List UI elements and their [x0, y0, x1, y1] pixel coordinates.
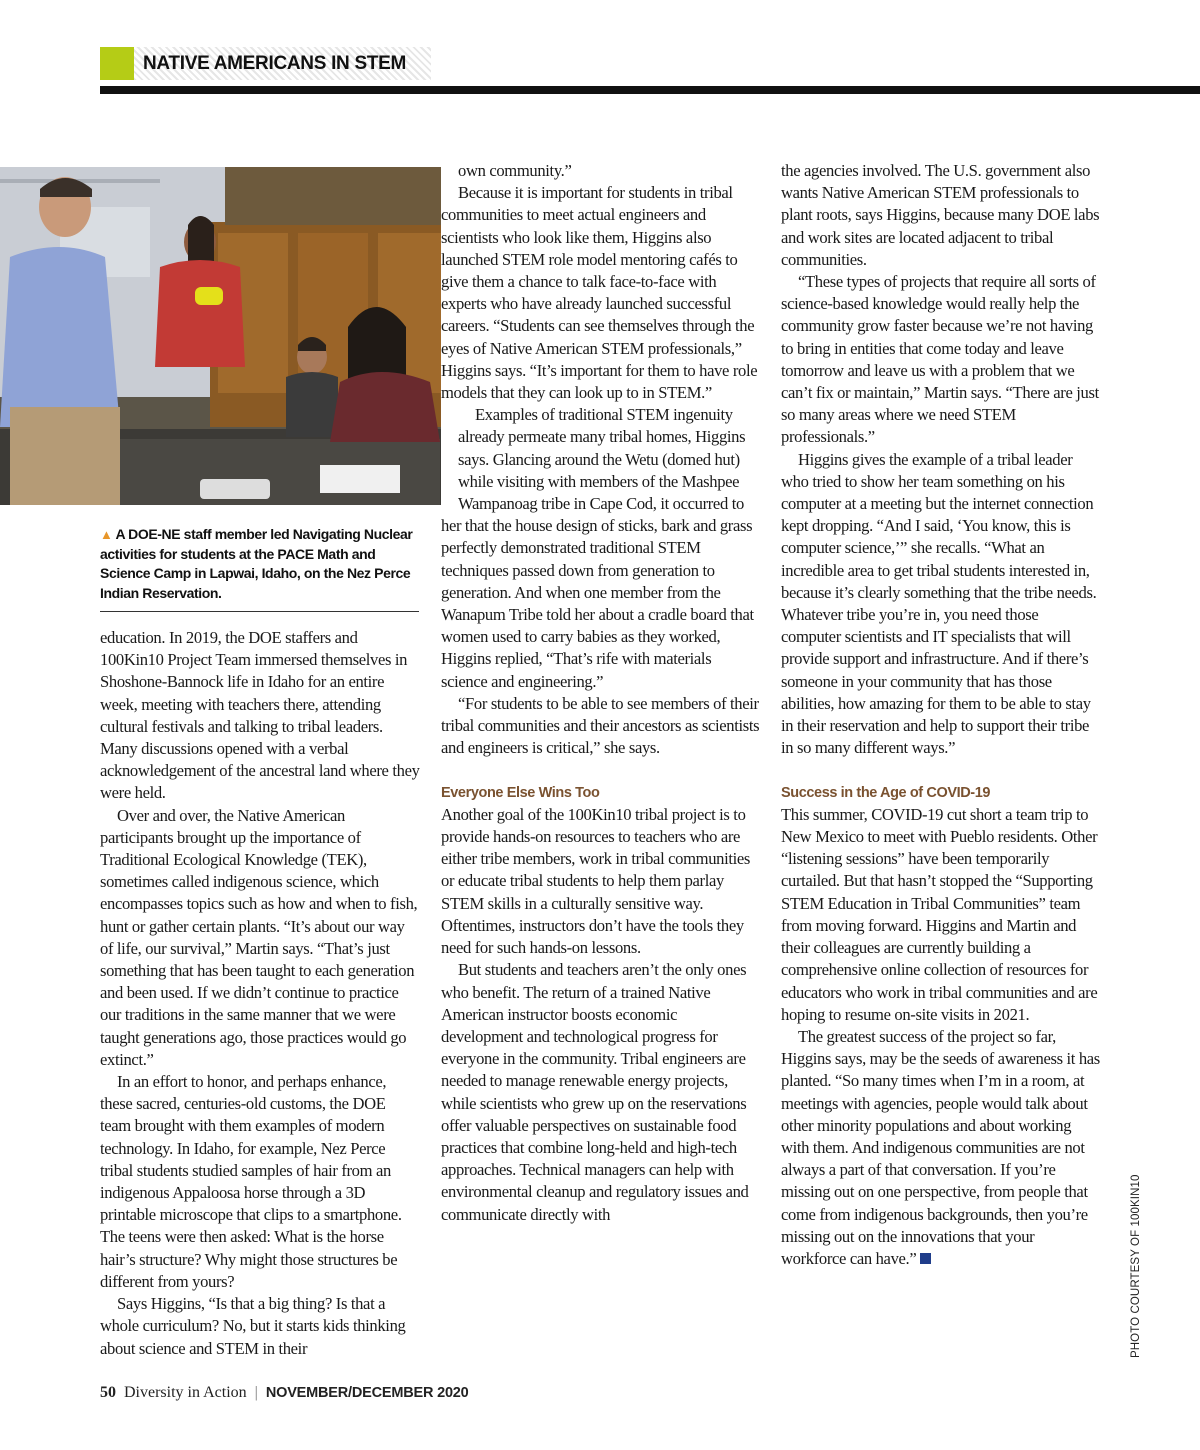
paragraph: This summer, COVID-19 cut short a team trip to New Mexico to meet with Pueblo residents. Other “listening sessions” have been temporarily curtailed. But that hasn’t stopped the “Supporting STEM Education in Tribal Communities” team from moving forward. Higgins and Martin and their colleagues are currently building a comprehensive online collection of resources for educators who work in tribal communities and are hoping to resume on-site visits in 2021.: [781, 804, 1098, 1024]
paragraph-text: The greatest success of the project so far, Higgins says, may be the seeds of awareness it has planted. “So many times when I’m in a room, at meetings with agencies, people would talk about other minority populations and about working with them. And indigenous communities are not always a part of that conversation. If you’re missing out on one perspective, from people that come from indigenous backgrounds, then you’re missing out on the innovations that your workforce can have.”: [781, 1026, 1100, 1268]
paragraph: [781, 1026, 1102, 1270]
paragraph: In an effort to honor, and perhaps enhance, these sacred, centuries-old customs, the DOE team brought with them examples of modern technology. In Idaho, for example, Nez Perce tribal students studied samples of hair from an indigenous Appaloosa horse through a 3D printable microscope that clips to a smartphone. The teens were then asked: What is the horse hair’s structure? Why might those structures be different from yours?: [100, 1072, 402, 1291]
paragraph: “For students to be able to see members of their tribal communities and their ancestors as scientists and engineers is critical,” she says.: [441, 693, 760, 758]
paragraph: own community.”: [458, 161, 572, 180]
section-gap: [781, 759, 1102, 781]
paragraph: education. In 2019, the DOE staffers and 100Kin10 Project Team immersed themselves in Shoshone-Bannock life in Idaho for an entire week, meeting with teachers there, attending cultural festivals and talking to tribal leaders. Many discussions opened with a verbal acknowledgement of the ancestral land where they were held.: [100, 628, 420, 803]
paragraph: the agencies involved. The U.S. government also wants Native American STEM professionals to plant roots, says Higgins, because many DOE labs and work sites are located adjacent to tribal communities.: [781, 161, 1100, 269]
article-column-3: [781, 160, 1102, 1270]
classroom-photo: [0, 167, 441, 505]
triangle-icon: ▲: [100, 527, 113, 542]
footer-separator: |: [254, 1384, 258, 1401]
photo-caption: [100, 525, 416, 603]
page-number: 50: [100, 1384, 116, 1401]
paragraph: Another goal of the 100Kin10 tribal project is to provide hands-on resources to teachers who are either tribe members, work in tribal communities or educate tribal students to help them parlay STEM skills in a culturally sensitive way. Oftentimes, instructors don’t have the tools they need for such hands-on lessons.: [441, 804, 750, 958]
caption-rule: [100, 611, 419, 612]
paragraph: Because it is important for students in tribal communities to meet actual engineers and scientists who look like them, Higgins also launched STEM role model mentoring cafés to give them a chance to talk face-to-face with experts who have already launched successful careers. “Students can see themselves through the eyes of Native American STEM professionals,” Higgins says. “It’s important for them to have role models that they can look up to in STEM.”: [441, 183, 758, 403]
subhead: Success in the Age of COVID-19: [781, 784, 991, 801]
header-rule: [100, 86, 1200, 94]
section-gap: [441, 759, 761, 781]
section-color-block: [100, 47, 134, 80]
end-square-icon: [920, 1253, 931, 1264]
paragraph: Over and over, the Native American participants brought up the importance of Traditional Ecological Knowledge (TEK), sometimes called indigenous science, which encompasses topics such as how and when to fish, hunt or gather certain plants. “It’s about our way of life, our survival,” Martin says. “That’s just something that has been taught to each generation and been used. If we didn’t continue to practice our traditions in the same manner that we were taught generations ago, those practices would go extinct.”: [100, 805, 418, 1069]
paragraph: But students and teachers aren’t the only ones who benefit. The return of a trained Native American instructor boosts economic development and technological progress for everyone in the community. Tribal engineers are needed to manage renewable energy projects, while scientists who grew up on the reservations offer valuable perspectives on sustainable food practices that combine long-held and high-tech approaches. Technical managers can help with environmental cleanup and regulatory issues and communicate directly with: [441, 960, 749, 1224]
page-footer: [100, 1384, 469, 1402]
caption-text: A DOE-NE staff member led Navigating Nuclear activities for students at the PACE Math and Science Camp in Lapwai, Idaho, on the Nez Perce Indian Reservation.: [100, 526, 413, 601]
photo-wrap-spacer: [441, 404, 458, 515]
section-label: NATIVE AMERICANS IN STEM: [143, 53, 407, 74]
issue-date: NOVEMBER/DECEMBER 2020: [265, 1385, 469, 1401]
article-column-2: [441, 160, 761, 1226]
article-column-1: [100, 627, 420, 1360]
paragraph: Examples of traditional STEM ingenuity already permeate many tribal homes, Higgins says. Glancing around the Wetu (domed hut) while visiting with members of the Mashpee Wampanoag tribe in Cape Cod, it occurred to her that the house design of sticks, bark and grass perfectly demonstrated traditional STEM techniques passed down from generation to generation. And when one member from the Wanapum Tribe told her about a cradle board that women used to carry babies as they worked, Higgins replied, “That’s rife with materials science and engineering.”: [441, 405, 754, 691]
photo-credit: PHOTO COURTESY OF 100KIN10: [1130, 1174, 1142, 1358]
paragraph: “These types of projects that require all sorts of science-based knowledge would really help the community grow faster because we’re not having to bring in entities that come today and leave tomorrow and leave us with a problem that we can’t fix or maintain,” Martin says. “There are just so many areas where we need STEM professionals.”: [781, 272, 1099, 447]
magazine-name: Diversity in Action: [124, 1384, 247, 1401]
subhead: Everyone Else Wins Too: [441, 784, 600, 801]
paragraph: Says Higgins, “Is that a big thing? Is that a whole curriculum? No, but it starts kids thinking about science and STEM in their: [100, 1294, 406, 1358]
paragraph: Higgins gives the example of a tribal leader who tried to show her team something on his computer at a meeting but the internet connection kept dropping. “And I said, ‘You know, this is computer science,’” she recalls. “What an incredible area to get tribal students interested in, because it’s clearly something that the tribe needs. Whatever tribe you’re in, you need those computer scientists and IT specialists that will provide support and infrastructure. And if there’s someone in your community that has those abilities, how amazing for them to be able to stay in their reservation and help to support their tribe in so many different ways.”: [781, 449, 1097, 758]
